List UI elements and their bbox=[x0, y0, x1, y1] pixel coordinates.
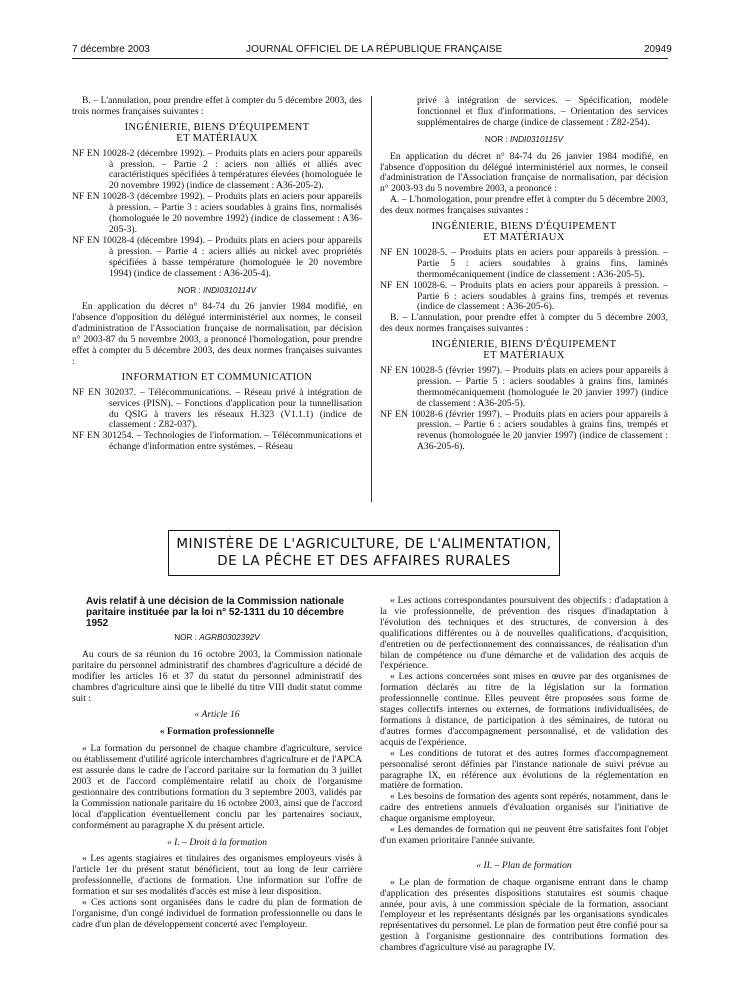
norm-entry: NF EN 10028-4 (décembre 1994). – Produits plats en aciers pour appareils à pression. – Partie 4 : aciers alliés au nickel avec propriétés spécifiées à basse température (homologuée le 20 novembre 1994) (indice de classement : A36-205-4). bbox=[72, 234, 362, 279]
body-paragraph: « Le plan de formation de chaque organisme entrant dans le champ d'application des présentes dispositions statutaires est soumis chaque année, pour avis, à une commission spéciale de la formation, associant l'employeur et les représentants désignés par les organisations syndicales représentatives du personnel. Le plan de formation peut être confié pour sa gestion à l'organisme gestionnaire des contributions formation des chambres d'agriculture visé au paragraphe IV. bbox=[380, 876, 668, 954]
header-rule bbox=[72, 58, 668, 59]
subsection-heading: « II. – Plan de formation bbox=[476, 859, 572, 871]
column-divider bbox=[371, 96, 372, 502]
section-heading: INFORMATION ET COMMUNICATION bbox=[121, 371, 313, 383]
notice-title: Avis relatif à une décision de la Commission nationale paritaire instituée par la loi n° 52-1311 du 10 décembre 1952 bbox=[86, 596, 345, 629]
lower-left-column bbox=[72, 596, 362, 931]
ministry-line-1: MINISTÈRE DE L'AGRICULTURE, DE L'ALIMENTATION, bbox=[176, 536, 552, 552]
formation-heading: « Formation professionnelle bbox=[159, 726, 275, 738]
body-paragraph: « Les agents stagiaires et titulaires des organismes employeurs visés à l'article 1er du présent statut bénéficient, tout au long de leur carrière professionnelle, d'actions de formation. Une information sur l'offre de formation et sur ses modalités d'accès est mise à leur disposition. bbox=[72, 853, 362, 898]
page-number: 20949 bbox=[644, 44, 672, 55]
header-date: 7 décembre 2003 bbox=[72, 44, 150, 55]
body-paragraph: « Les actions concernées sont mises en œuvre par des organismes de formation déclarés au titre de la législation sur la formation professionnelle continue. Elles peuvent être proposées sous forme de stages collectifs internes ou externes, de formations individualisées, de formations à distance, de participation à des séminaires, de tutorat ou d'autres formes d'accompagnement personnalisé, et de validation des acquis de l'expérience. bbox=[380, 671, 668, 748]
upper-right-column bbox=[380, 96, 668, 453]
intro-paragraph: Au cours de sa réunion du 16 octobre 2003, la Commission nationale paritaire du personnel administratif des chambres d'agriculture a décidé de modifier les articles 16 et 37 du statut du personnel administratif des chambres d'agriculture ainsi que le libellé du titre VIII dudit statut comme suit : bbox=[72, 648, 362, 704]
body-paragraph: « Ces actions sont organisées dans le cadre du plan de formation de l'organisme, d'un congé individuel de formation professionnelle ou dans le cadre d'un plan de développement concerté avec l'employeur. bbox=[72, 897, 362, 930]
nor-reference: NOR : INDI0310115V bbox=[484, 134, 564, 144]
lower-right-column bbox=[380, 596, 668, 954]
norm-entry: NF EN 10028-3 (décembre 1992). – Produits plats en aciers pour appareils à pression. – Partie 3 : aciers soudables à grains fins, normalisés (homologuée le 20 novembre 1992) (indice de classement : A36-205-3). bbox=[72, 191, 362, 235]
body-paragraph: « La formation du personnel de chaque chambre d'agriculture, service ou établissement d'utilité agricole interchambres d'agriculture et de l'APCA est assurée dans le cadre de l'accord paritaire sur la formation du 3 juillet 2003 et de l'accord complémentaire relatif au choix de l'organisme gestionnaire des contributions formation du 3 septembre 2003, validés par la Commission nationale paritaire du 16 octobre 2003, ainsi que de l'accord local d'application éventuellement conclu par les partenaires sociaux, conformément au paragraphe X du présent article. bbox=[72, 743, 362, 831]
application-paragraph: En application du décret n° 84-74 du 26 janvier 1984 modifié, en l'absence d'opposition du délégué interministériel aux normes, le conseil d'administration de l'Association française de normalisation, par décision n° 2003-87 du 5 novembre 2003, a prononcé l'homologation, pour prendre effet à compter du 5 décembre 2003, des deux normes françaises suivantes : bbox=[72, 301, 362, 367]
norm-entry: NF EN 301254. – Technologies de l'information. – Télécommunications et échange d'information entre systèmes. – Réseau bbox=[72, 430, 362, 453]
article-heading: « Article 16 bbox=[194, 709, 240, 721]
norm-entry-continued: privé à intégration de services. – Spécification, modèle fonctionnel et flux d'informations. – Orientation des services supplémentaires de charge (indice de classement : Z82-254). bbox=[417, 95, 668, 128]
body-paragraph: « Les actions correspondantes poursuivent des objectifs : d'adaptation à la vie professionnelle, de prévention des risques d'inadaptation à l'évolution des techniques et des structures, de conversion à des qualifications différentes ou à de nouvelles qualifications, d'acquisition, d'entretien ou de perfectionnement des connaissances, de réalisation d'un bilan de compétence ou d'une démarche et de validation des acquis de l'expérience. bbox=[380, 595, 668, 672]
application-paragraph: En application du décret n° 84-74 du 26 janvier 1984 modifié, en l'absence d'opposition du délégué interministériel aux normes, le conseil d'administration de l'Association française de normalisation, par décision n° 2003-93 du 5 novembre 2003, a prononcé : bbox=[380, 150, 668, 195]
nor-reference: NOR : INDI0310114V bbox=[177, 285, 257, 295]
annulation-intro: B. – L'annulation, pour prendre effet à compter du 5 décembre 2003, des deux normes françaises suivantes : bbox=[380, 312, 668, 335]
homologation-intro: A. – L'homologation, pour prendre effet à compter du 5 décembre 2003, des deux normes françaises suivantes : bbox=[380, 194, 668, 217]
norm-entry: NF EN 10028-5. – Produits plats en aciers pour appareils à pression. – Partie 5 : aciers soudables à grains fins, laminés thermomécaniquement (indice de classement : A36-205-5). bbox=[380, 246, 668, 280]
body-paragraph: « Les demandes de formation qui ne peuvent être satisfaites font l'objet d'un examen prioritaire l'année suivante. bbox=[380, 824, 668, 846]
norm-entry: NF EN 10028-5 (février 1997). – Produits plats en aciers pour appareils à pression. – Partie 5 : aciers soudables à grains fins, laminés thermomécaniquement (homologuée le 20 janvier 1997) (indice de classement : A36-205-5). bbox=[380, 364, 668, 409]
ministry-line-2: DE LA PÊCHE ET DES AFFAIRES RURALES bbox=[217, 553, 511, 569]
section-heading: INGÉNIERIE, BIENS D'ÉQUIPEMENT ET MATÉRIAUX bbox=[431, 339, 617, 362]
header-title: JOURNAL OFFICIEL DE LA RÉPUBLIQUE FRANÇAISE bbox=[246, 44, 503, 55]
upper-left-column bbox=[72, 96, 362, 453]
subsection-heading: « I. – Droit à la formation bbox=[166, 836, 268, 848]
norm-entry: NF EN 302037. – Télécommunications. – Réseau privé à intégration de services (PISN). – Fonctions d'application pour la tunnellisation du QSIG à travers les réseaux H.323 (V1.1.1) (indice de classement : Z82-037). bbox=[72, 386, 362, 431]
norm-entry: NF EN 10028-6 (février 1997). – Produits plats en aciers pour appareils à pression. – Partie 6 : aciers soudables à grains fins, trempés et revenus (homologuée le 20 janvier 1997) (indice de classement : A36-205-6). bbox=[380, 408, 668, 453]
body-paragraph: « Les besoins de formation des agents sont repérés, notamment, dans le cadre des entretiens annuels d'évaluation organisés sur l'initiative de chaque organisme employeur. bbox=[380, 791, 668, 825]
annulation-intro: B. – L'annulation, pour prendre effet à compter du 5 décembre 2003, des trois normes françaises suivantes : bbox=[72, 95, 362, 117]
ministry-banner bbox=[168, 530, 560, 576]
norm-entry: NF EN 10028-2 (décembre 1992). – Produits plats en aciers pour appareils à pression. – Partie 2 : aciers non alliés et alliés avec caractéristiques spécifiées à températures élevées (homologuée le 20 novembre 1992) (indice de classement : A36-205-2). bbox=[72, 147, 362, 192]
section-heading: INGÉNIERIE, BIENS D'ÉQUIPEMENT ET MATÉRIAUX bbox=[431, 221, 617, 243]
norm-entry: NF EN 10028-6. – Produits plats en aciers pour appareils à pression. – Partie 6 : aciers soudables à grains fins, trempés et revenus (indice de classement : A36-205-6). bbox=[380, 279, 668, 313]
section-heading: INGÉNIERIE, BIENS D'ÉQUIPEMENT ET MATÉRIAUX bbox=[124, 121, 310, 144]
nor-reference: NOR : AGRB0302392V bbox=[174, 633, 260, 642]
body-paragraph: « Les conditions de tutorat et des autres formes d'accompagnement personnalisé seront définies par l'instance nationale de suivi prévue au paragraphe IX, en référence aux évolutions de la réglementation en matière de formation. bbox=[380, 747, 668, 792]
